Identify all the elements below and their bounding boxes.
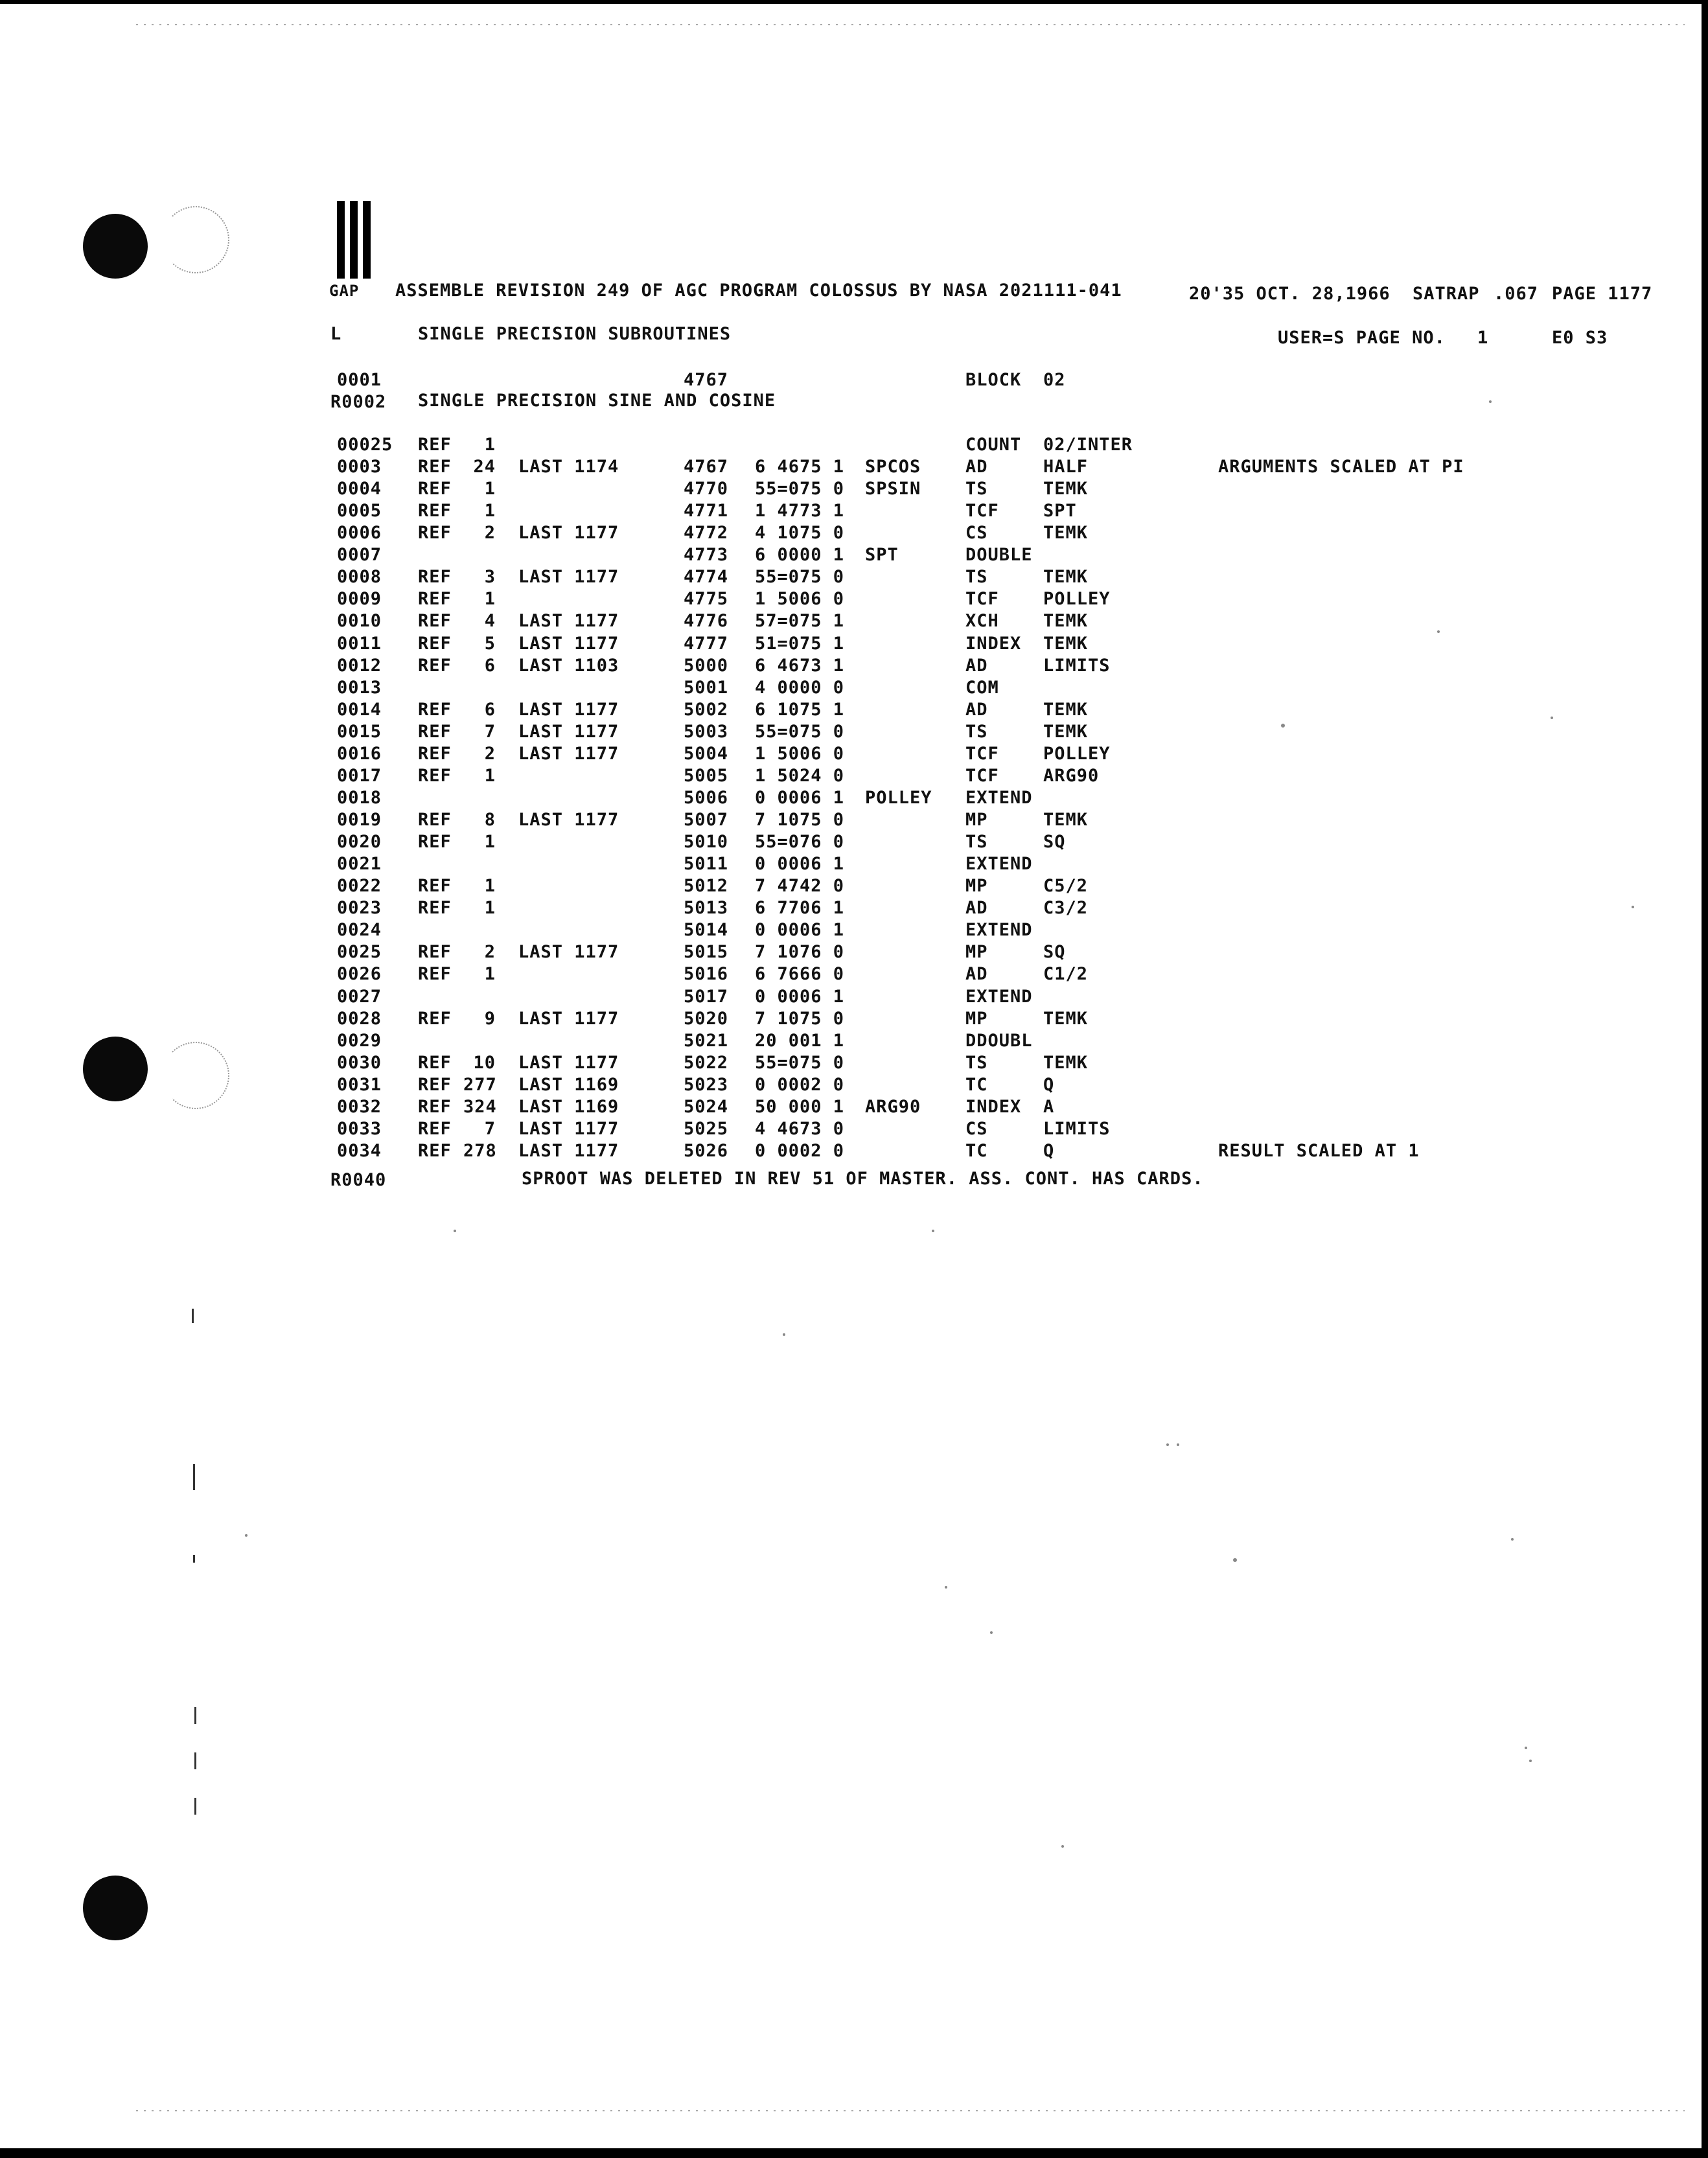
address: 5011 [684, 854, 729, 875]
operand: TEMK [1043, 1008, 1089, 1029]
ref-tag: REF [418, 435, 452, 455]
address: 5013 [684, 898, 729, 919]
address: 5020 [684, 1008, 729, 1029]
address: 5005 [684, 765, 729, 786]
opcode: TCF [965, 501, 999, 522]
ref-tag: REF [418, 633, 452, 654]
ref-tag: REF [418, 964, 452, 985]
ref-tag: REF [418, 876, 452, 897]
line-number: 00025 [337, 435, 393, 455]
ref-tag: REF [418, 898, 452, 919]
machine-word: 7 4742 0 [755, 876, 845, 897]
opcode: TCF [965, 743, 999, 764]
address: 5004 [684, 743, 729, 764]
listing-title: ASSEMBLE REVISION 249 OF AGC PROGRAM COLOSSUS BY NASA 2021111-041 [395, 281, 1122, 301]
machine-word: 1 5006 0 [755, 743, 845, 764]
machine-word: 0 0006 1 [755, 920, 845, 941]
machine-word: 51=075 1 [755, 633, 845, 654]
address: 4774 [684, 567, 729, 588]
machine-word: 0 0006 1 [755, 787, 845, 808]
opcode: AD [965, 898, 988, 919]
ref-count: 2 [484, 743, 496, 764]
machine-word: 4 0000 0 [755, 677, 845, 698]
line-number: 0031 [337, 1074, 382, 1095]
machine-word: 50 000 1 [755, 1096, 845, 1117]
run-code: .067 [1494, 284, 1539, 304]
ref-tag: REF [418, 810, 452, 831]
line-number: 0018 [337, 787, 382, 808]
opcode: AD [965, 457, 988, 477]
address: 5026 [684, 1140, 729, 1161]
ref-count: 324 [463, 1096, 497, 1117]
timestamp: 20'35 OCT. 28,1966 [1189, 284, 1391, 304]
machine-word: 6 0000 1 [755, 545, 845, 566]
ref-tag: REF [418, 1140, 452, 1161]
ref-count: 1 [484, 501, 496, 522]
ref-count: 1 [484, 589, 496, 610]
ref-count: 2 [484, 942, 496, 963]
machine-word: 1 5006 0 [755, 589, 845, 610]
opcode: XCH [965, 611, 999, 632]
operand: 02/INTER [1043, 435, 1133, 455]
machine-word: 55=075 0 [755, 1052, 845, 1073]
line-number: 0014 [337, 699, 382, 720]
comment: RESULT SCALED AT 1 [1218, 1140, 1420, 1161]
machine-word: 6 7666 0 [755, 964, 845, 985]
section-marker: L [330, 324, 342, 344]
opcode: TS [965, 721, 988, 742]
opcode: DDOUBL [965, 1030, 1033, 1051]
address: 5012 [684, 876, 729, 897]
ref-count: 10 [473, 1052, 496, 1073]
line-number: 0033 [337, 1118, 382, 1139]
ref-count: 277 [463, 1074, 497, 1095]
operand: POLLEY [1043, 589, 1111, 610]
opcode: AD [965, 655, 988, 676]
ref-count: 278 [463, 1140, 497, 1161]
ref-count: 8 [484, 810, 496, 831]
line-number: 0010 [337, 611, 382, 632]
ref-tag: REF [418, 699, 452, 720]
opcode: EXTEND [965, 920, 1033, 941]
ref-tag: REF [418, 1052, 452, 1073]
machine-word: 55=075 0 [755, 567, 845, 588]
opcode: INDEX [965, 1096, 1022, 1117]
opcode: TS [965, 1052, 988, 1073]
opcode: DOUBLE [965, 545, 1033, 566]
line-number: 0009 [337, 589, 382, 610]
operand: Q [1043, 1074, 1055, 1095]
machine-word: 4 1075 0 [755, 523, 845, 544]
last-ref: LAST 1177 [518, 699, 619, 720]
line-number: 0026 [337, 964, 382, 985]
ref-tag: REF [418, 721, 452, 742]
machine-word: 20 001 1 [755, 1030, 845, 1051]
address: 5016 [684, 964, 729, 985]
symbol-label: ARG90 [865, 1096, 921, 1117]
ref-count: 9 [484, 1008, 496, 1029]
line-number: 0001 [337, 370, 382, 390]
last-ref: LAST 1177 [518, 1052, 619, 1073]
line-number: 0034 [337, 1140, 382, 1161]
address: 5007 [684, 810, 729, 831]
operand: TEMK [1043, 611, 1089, 632]
ref-count: 1 [484, 435, 496, 455]
ref-tag: REF [418, 567, 452, 588]
address: 4770 [684, 479, 729, 499]
last-ref: LAST 1177 [518, 567, 619, 588]
ref-tag: REF [418, 611, 452, 632]
operand: SQ [1043, 942, 1066, 963]
machine-word: 7 1076 0 [755, 942, 845, 963]
last-ref: LAST 1177 [518, 611, 619, 632]
user-page-number: 1 [1477, 328, 1489, 348]
machine-word: 7 1075 0 [755, 1008, 845, 1029]
opcode: MP [965, 810, 988, 831]
opcode: INDEX [965, 633, 1022, 654]
address: 5021 [684, 1030, 729, 1051]
line-number: 0024 [337, 920, 382, 941]
last-ref: LAST 1177 [518, 633, 619, 654]
symbol-label: SPCOS [865, 457, 921, 477]
symbol-label: SPT [865, 545, 899, 566]
last-ref: LAST 1177 [518, 743, 619, 764]
machine-word: 6 4675 1 [755, 457, 845, 477]
line-number: 0032 [337, 1096, 382, 1117]
ref-count: 5 [484, 633, 496, 654]
opcode: AD [965, 699, 988, 720]
operand: C5/2 [1043, 876, 1089, 897]
address: 5024 [684, 1096, 729, 1117]
operand: C1/2 [1043, 964, 1089, 985]
operand: TEMK [1043, 523, 1089, 544]
line-number: 0013 [337, 677, 382, 698]
symbol-label: SPSIN [865, 479, 921, 499]
ref-count: 6 [484, 655, 496, 676]
address: 4767 [684, 370, 729, 390]
address: 4775 [684, 589, 729, 610]
ref-tag: REF [418, 743, 452, 764]
line-number: 0005 [337, 501, 382, 522]
ref-tag: REF [418, 1008, 452, 1029]
opcode: TCF [965, 765, 999, 786]
address: 5025 [684, 1118, 729, 1139]
machine-word: 6 1075 1 [755, 699, 845, 720]
site-name: SATRAP [1413, 284, 1480, 304]
ref-count: 1 [484, 832, 496, 853]
opcode: EXTEND [965, 787, 1033, 808]
line-number: 0012 [337, 655, 382, 676]
opcode: CS [965, 1118, 988, 1139]
machine-word: 6 4673 1 [755, 655, 845, 676]
ref-count: 1 [484, 876, 496, 897]
machine-word: 55=075 0 [755, 479, 845, 499]
machine-word: 0 0002 0 [755, 1140, 845, 1161]
line-number: 0023 [337, 898, 382, 919]
address: 5002 [684, 699, 729, 720]
address: 5015 [684, 942, 729, 963]
ref-tag: REF [418, 1096, 452, 1117]
line-number: 0004 [337, 479, 382, 499]
line-number: 0006 [337, 523, 382, 544]
operand: Q [1043, 1140, 1055, 1161]
line-number: 0021 [337, 854, 382, 875]
opcode: COUNT [965, 435, 1022, 455]
machine-word: 7 1075 0 [755, 810, 845, 831]
ref-tag: REF [418, 501, 452, 522]
address: 5022 [684, 1052, 729, 1073]
opcode: COM [965, 677, 999, 698]
opcode: TS [965, 479, 988, 499]
address: 5000 [684, 655, 729, 676]
address: 5003 [684, 721, 729, 742]
ref-tag: REF [418, 765, 452, 786]
machine-word: 0 0006 1 [755, 854, 845, 875]
address: 5010 [684, 832, 729, 853]
ref-count: 7 [484, 721, 496, 742]
operand: A [1043, 1096, 1055, 1117]
opcode: TS [965, 832, 988, 853]
opcode: AD [965, 964, 988, 985]
opcode: MP [965, 942, 988, 963]
page-number: PAGE 1177 [1552, 284, 1653, 304]
operand: SPT [1043, 501, 1077, 522]
ref-count: 1 [484, 479, 496, 499]
operand: ARG90 [1043, 765, 1100, 786]
line-number: 0015 [337, 721, 382, 742]
opcode: EXTEND [965, 986, 1033, 1007]
line-number: R0002 [330, 392, 387, 412]
address: 5017 [684, 986, 729, 1007]
last-ref: LAST 1169 [518, 1074, 619, 1095]
ref-tag: REF [418, 457, 452, 477]
ref-tag: REF [418, 1074, 452, 1095]
operand: HALF [1043, 457, 1089, 477]
gap-mark: GAP [329, 282, 360, 300]
machine-word: 57=075 1 [755, 611, 845, 632]
ref-count: 1 [484, 765, 496, 786]
line-number: 0025 [337, 942, 382, 963]
operand: POLLEY [1043, 743, 1111, 764]
operand: TEMK [1043, 810, 1089, 831]
section-heading: SINGLE PRECISION SINE AND COSINE [418, 391, 776, 411]
operand: TEMK [1043, 633, 1089, 654]
line-number: 0022 [337, 876, 382, 897]
last-ref: LAST 1177 [518, 942, 619, 963]
last-ref: LAST 1177 [518, 1140, 619, 1161]
line-number: 0016 [337, 743, 382, 764]
ref-tag: REF [418, 655, 452, 676]
opcode: BLOCK [965, 370, 1022, 390]
last-ref: LAST 1177 [518, 810, 619, 831]
line-number: 0019 [337, 810, 382, 831]
opcode: TCF [965, 589, 999, 610]
ref-count: 3 [484, 567, 496, 588]
last-ref: LAST 1169 [518, 1096, 619, 1117]
section-title: SINGLE PRECISION SUBROUTINES [418, 324, 732, 344]
operand: TEMK [1043, 1052, 1089, 1073]
ref-tag: REF [418, 942, 452, 963]
opcode: TC [965, 1074, 988, 1095]
address: 4773 [684, 545, 729, 566]
machine-word: 6 7706 1 [755, 898, 845, 919]
address: 5014 [684, 920, 729, 941]
line-number: 0029 [337, 1030, 382, 1051]
line-number: 0027 [337, 986, 382, 1007]
ref-tag: REF [418, 1118, 452, 1139]
line-number: 0020 [337, 832, 382, 853]
ref-count: 6 [484, 699, 496, 720]
line-number: 0030 [337, 1052, 382, 1073]
last-ref: LAST 1177 [518, 523, 619, 544]
ref-count: 24 [473, 457, 496, 477]
machine-word: 1 5024 0 [755, 765, 845, 786]
footer-note: SPROOT WAS DELETED IN REV 51 OF MASTER. ASS. CONT. HAS CARDS. [522, 1169, 1204, 1189]
address: 5001 [684, 677, 729, 698]
address: 4777 [684, 633, 729, 654]
ref-tag: REF [418, 479, 452, 499]
operand: TEMK [1043, 721, 1089, 742]
ref-count: 1 [484, 964, 496, 985]
ref-tag: REF [418, 523, 452, 544]
address: 5006 [684, 787, 729, 808]
machine-word: 55=076 0 [755, 832, 845, 853]
line-number: R0040 [330, 1170, 387, 1190]
line-number: 0028 [337, 1008, 382, 1029]
operand: SQ [1043, 832, 1066, 853]
opcode: TC [965, 1140, 988, 1161]
address: 4767 [684, 457, 729, 477]
last-ref: LAST 1103 [518, 655, 619, 676]
last-ref: LAST 1174 [518, 457, 619, 477]
operand: 02 [1043, 370, 1066, 390]
address: 5023 [684, 1074, 729, 1095]
comment: ARGUMENTS SCALED AT PI [1218, 457, 1464, 477]
line-number: 0008 [337, 567, 382, 588]
opcode: MP [965, 1008, 988, 1029]
operand: TEMK [1043, 699, 1089, 720]
opcode: MP [965, 876, 988, 897]
line-number: 0017 [337, 765, 382, 786]
address: 4771 [684, 501, 729, 522]
symbol-label: POLLEY [865, 787, 932, 808]
opcode: TS [965, 567, 988, 588]
machine-word: 0 0002 0 [755, 1074, 845, 1095]
ref-tag: REF [418, 832, 452, 853]
operand: TEMK [1043, 567, 1089, 588]
machine-word: 55=075 0 [755, 721, 845, 742]
operand: TEMK [1043, 479, 1089, 499]
address: 4772 [684, 523, 729, 544]
ref-count: 2 [484, 523, 496, 544]
address: 4776 [684, 611, 729, 632]
ref-count: 1 [484, 898, 496, 919]
user-page-label: USER=S PAGE NO. [1278, 328, 1446, 348]
opcode: EXTEND [965, 854, 1033, 875]
last-ref: LAST 1177 [518, 1008, 619, 1029]
machine-word: 1 4773 1 [755, 501, 845, 522]
line-number: 0003 [337, 457, 382, 477]
ref-count: 7 [484, 1118, 496, 1139]
ref-tag: REF [418, 589, 452, 610]
operand: C3/2 [1043, 898, 1089, 919]
ref-count: 4 [484, 611, 496, 632]
last-ref: LAST 1177 [518, 721, 619, 742]
operand: LIMITS [1043, 1118, 1111, 1139]
line-number: 0011 [337, 633, 382, 654]
machine-word: 0 0006 1 [755, 986, 845, 1007]
opcode: CS [965, 523, 988, 544]
line-number: 0007 [337, 545, 382, 566]
ref-code: E0 S3 [1552, 328, 1608, 348]
machine-word: 4 4673 0 [755, 1118, 845, 1139]
last-ref: LAST 1177 [518, 1118, 619, 1139]
operand: LIMITS [1043, 655, 1111, 676]
